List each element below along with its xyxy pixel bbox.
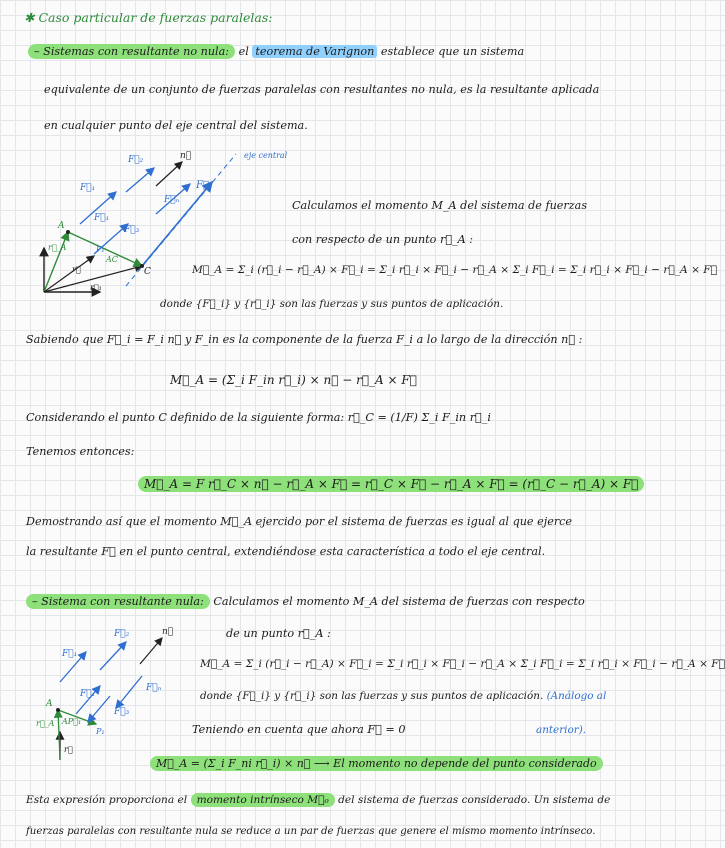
section2-donde-line: [200, 688, 606, 704]
fig2-normal-n: [140, 638, 162, 664]
fig2-force-5: [88, 696, 110, 722]
fig1-label-A: A: [58, 221, 65, 231]
fig2-label-F1a: F⃗₁: [62, 649, 78, 659]
section2-donde: donde {F⃗_i} y {r⃗_i} son las fuerzas y sus puntos de aplicación.: [200, 690, 544, 702]
section2-teniendo: Teniendo en cuenta que ahora F⃗ = 0: [192, 723, 406, 736]
fig2-label-rA: r⃗_A: [36, 719, 55, 728]
fig1-label-AC: AC: [106, 255, 118, 264]
section1-intro-a: el: [238, 45, 249, 58]
force-arrow-3: [126, 168, 154, 192]
fig1-label-F: F⃗: [196, 180, 209, 191]
section2-expr-a: Esta expresión proporciona el: [26, 794, 188, 806]
section1-donde: donde {F⃗_i} y {r⃗_i} son las fuerzas y sus puntos de aplicación.: [160, 298, 504, 310]
analogo-note-2: anterior).: [536, 724, 587, 736]
fig2-force-2: [100, 642, 126, 670]
fig2-label-n: n⃗: [162, 627, 174, 637]
section1-line3: en cualquier punto del eje central del sistema.: [44, 119, 308, 132]
fig1-label-r: r⃗: [72, 265, 81, 274]
section2-eq2: M⃗_A = (Σ_i F_ni r⃗_i) × n⃗ ⟶ El momento no depende del punto considerado: [150, 756, 603, 771]
fig1-label-P1: P₁: [96, 245, 105, 254]
section1-considerando: Considerando el punto C definido de la siguiente forma: r⃗_C = (1/F) Σ_i F_in r⃗_i: [26, 411, 491, 424]
section1-line1: [28, 44, 524, 60]
fig1-label-Fn: F⃗ₙ: [164, 195, 180, 205]
fig1-label-F1b: F⃗₁: [94, 213, 110, 223]
section2-expr-b: del sistema de fuerzas considerado. Un sistema de: [338, 794, 611, 806]
section2-heading: – Sistema con resultante nula:: [26, 594, 210, 609]
figure-zero-resultant: [30, 620, 190, 770]
section1-sabiendo: Sabiendo que F⃗_i = F_i n⃗ y F_in es la componente de la fuerza F_i a lo largo de la dirección n⃗ :: [26, 333, 583, 346]
fig1-label-F2: F⃗₂: [128, 155, 144, 165]
fig2-label-r: r⃗: [64, 745, 73, 754]
section1-eq3: M⃗_A = F r⃗_C × n⃗ − r⃗_A × F⃗ = r⃗_C × F⃗ − r⃗_A × F⃗ = (r⃗_C − r⃗_A) × F⃗: [138, 476, 644, 492]
fig2-label-F1b: F⃗₁: [80, 689, 96, 699]
section1-eq3-wrapper: [138, 476, 644, 492]
fig2-force-4: [116, 676, 142, 708]
fig1-label-C: C: [144, 267, 151, 277]
fig2-label-AP1: AP⃗₁: [62, 717, 82, 726]
section1-demo1: Demostrando así que el momento M⃗_A ejercido por el sistema de fuerzas es igual al que ejerce: [26, 515, 573, 528]
section2-expr-line: [26, 792, 610, 808]
varignon-highlight: teorema de Varignon: [252, 45, 377, 58]
fig2-label-A: A: [46, 699, 53, 709]
fig1-label-rA: r⃗_A: [48, 243, 67, 252]
section1-heading: – Sistemas con resultante no nula:: [28, 44, 235, 59]
section2-final: fuerzas paralelas con resultante nula se reduce a un par de fuerzas que genere el mismo momento intrínseco.: [26, 826, 596, 837]
fig1-label-n: n⃗: [180, 151, 192, 161]
fig1-label-eje: eje central: [244, 151, 288, 160]
section1-line2: equivalente de un conjunto de fuerzas paralelas con resultantes no nula, es la resultante aplicada: [44, 83, 600, 96]
section2-calc1: Calculamos el momento M_A del sistema de fuerzas con respecto: [213, 595, 585, 608]
fig1-label-r1: r⃗₁: [90, 283, 102, 292]
momento-intrinseco-highlight: momento intrínseco M⃗₀: [191, 793, 335, 807]
section1-tenemos: Tenemos entonces:: [26, 445, 135, 458]
section2-line1: [26, 594, 585, 610]
section1-intro-b: establece que un sistema: [380, 45, 525, 58]
section1-demo2: la resultante F⃗ en el punto central, extendiéndose esta característica a todo el eje central.: [26, 545, 546, 558]
fig2-label-Fn: F⃗ₙ: [146, 683, 162, 693]
vector-AC: [68, 232, 142, 266]
section2-calc2: de un punto r⃗_A :: [226, 627, 331, 640]
fig2-label-P1: P₁: [96, 727, 105, 736]
analogo-note-1: (Análogo al: [546, 690, 607, 702]
fig2-label-F3: F⃗₃: [114, 707, 130, 717]
section1-eq1: M⃗_A = Σ_i (r⃗_i − r⃗_A) × F⃗_i = Σ_i r⃗_i × F⃗_i − r⃗_A × Σ_i F⃗_i = Σ_i r⃗_i × F⃗_i − r⃗_A × F⃗: [192, 264, 718, 276]
section1-calc1: Calculamos el momento M_A del sistema de fuerzas: [292, 199, 588, 212]
section1-calc2: con respecto de un punto r⃗_A :: [292, 233, 474, 246]
fig1-label-F3: F⃗₃: [124, 225, 140, 235]
fig1-label-F1a: F⃗₁: [80, 183, 96, 193]
point-A: [66, 230, 70, 234]
fig2-point-A: [56, 708, 60, 712]
fig2-label-F2: F⃗₂: [114, 629, 130, 639]
section1-eq2: M⃗_A = (Σ_i F_in r⃗_i) × n⃗ − r⃗_A × F⃗: [170, 373, 417, 387]
section2-eq2-wrapper: [150, 756, 603, 772]
page-title: ✱ Caso particular de fuerzas paralelas:: [24, 10, 273, 25]
normal-n: [156, 162, 182, 186]
section2-eq1: M⃗_A = Σ_i (r⃗_i − r⃗_A) × F⃗_i = Σ_i r⃗_i × F⃗_i − r⃗_A × Σ_i F⃗_i = Σ_i r⃗_i × F⃗_i − r⃗_A × F⃗: [200, 658, 725, 670]
